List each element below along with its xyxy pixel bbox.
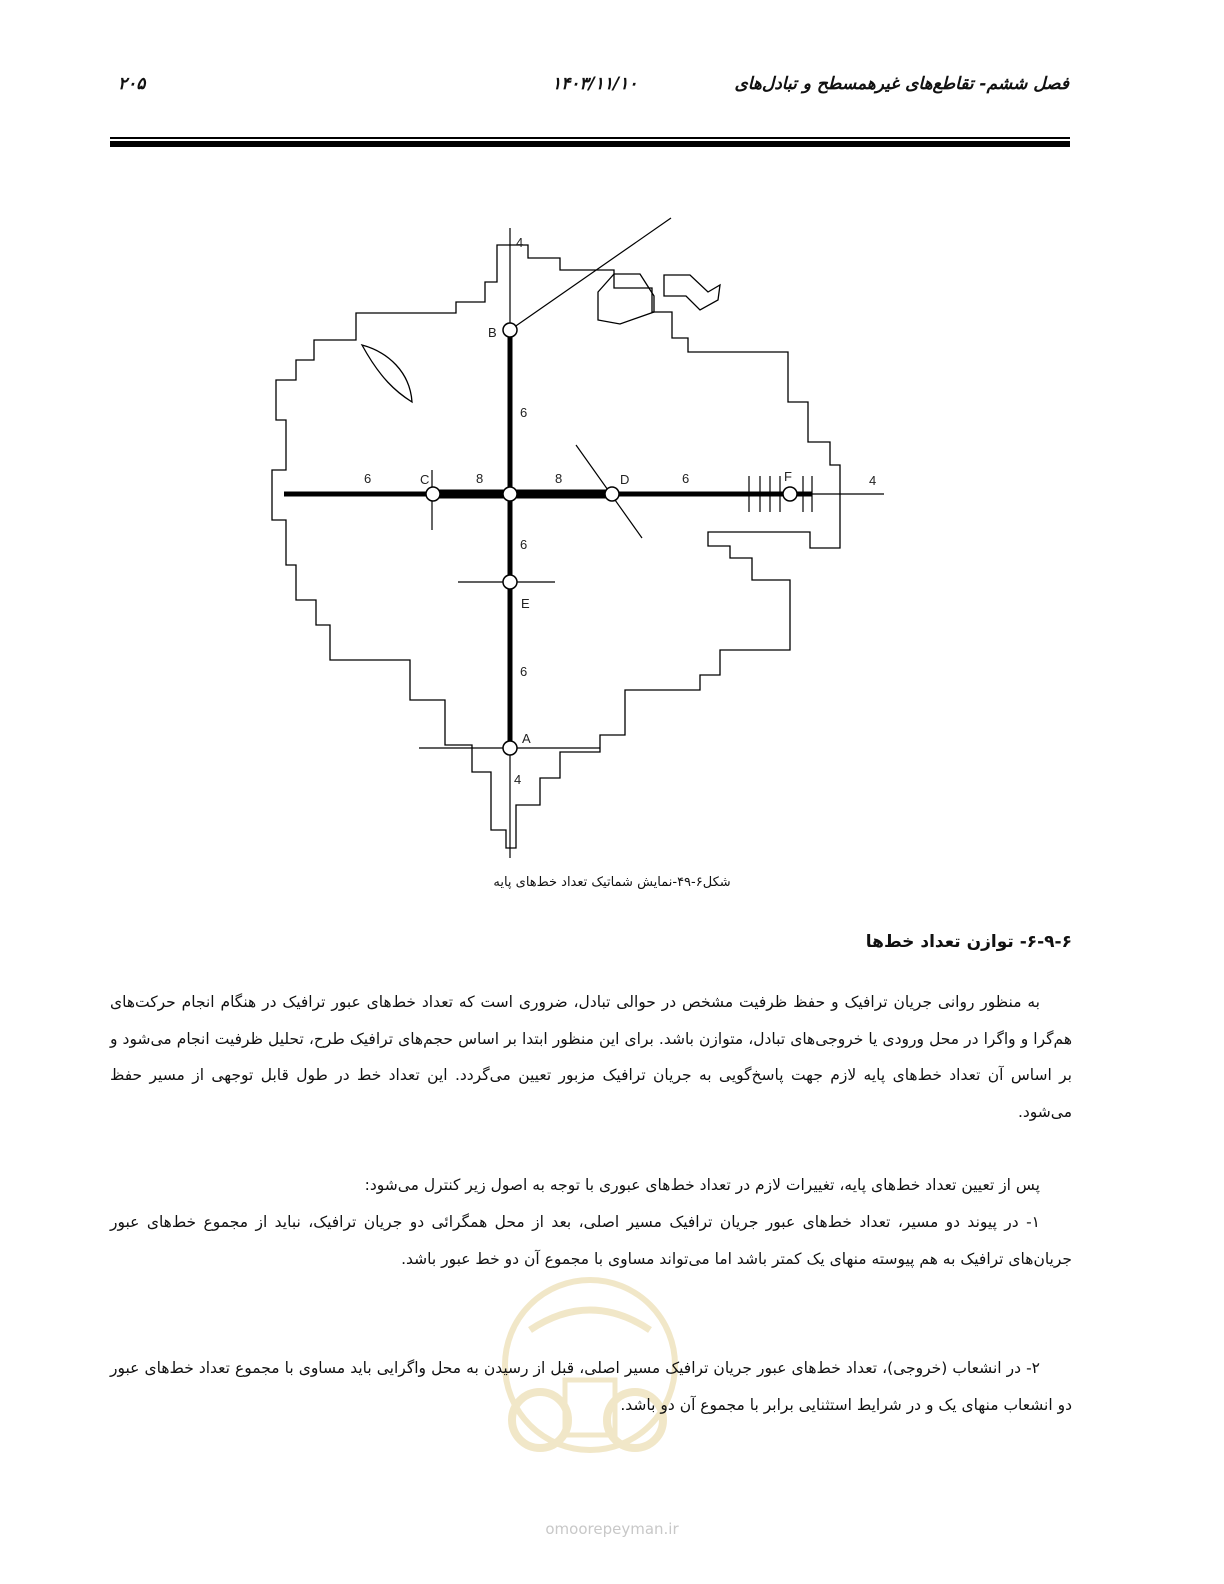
label-f: F (784, 469, 792, 484)
paragraph-2-text: پس از تعیین تعداد خط‌های پایه، تغییرات لازم در تعداد خط‌های عبوری با توجه به اصول زیر کنترل می‌شود: (364, 1176, 1040, 1194)
lane-center-e: 6 (520, 537, 528, 552)
lane-count-labels (364, 235, 876, 787)
watermark-url: omoorepeyman.ir (545, 1520, 679, 1538)
label-d: D (620, 472, 630, 487)
page-number: ۲۰۵ (118, 74, 146, 94)
node-c (426, 487, 440, 501)
lane-west-arm: 6 (364, 471, 372, 486)
node-labels (420, 325, 792, 746)
lane-b-center: 6 (520, 405, 528, 420)
paragraph-3 (110, 1204, 1072, 1277)
paragraph-3-text: ۱- در پیوند دو مسیر، تعداد خط‌های عبور جریان ترافیک مسیر اصلی، بعد از محل همگرائی دو جریان ترافیک، نباید از مجموع خط‌های عبور جریان‌های ترافیک به هم پیوسته منهای یک کمتر باشد اما می‌تواند مساوی با مجموع آن دو خط عبور باشد. (110, 1213, 1072, 1268)
section-heading: ۶-۹-۶- توازن تعداد خط‌ها (865, 932, 1072, 952)
label-a: A (522, 731, 531, 746)
paragraph-1-text: به منظور روانی جریان ترافیک و حفظ ظرفیت مشخص در حوالی تبادل، ضروری است که تعداد خط‌های عبور ترافیک در هنگام انجام حرکت‌های هم‌گرا و واگرا در محل ورودی یا خروجی‌های تبادل، متوازن باشد. برای این منظور ابتدا بر اساس حجم‌های ترافیک طرح، تحلیل ظرفیت انجام می‌شود و بر اساس آن تعداد خط‌های پایه لازم جهت پاسخ‌گویی به جریان ترافیک مزبور تعیین می‌گردد. این تعداد خط در طول قابل توجهی از مسیر حفظ می‌شود. (110, 993, 1072, 1121)
label-c: C (420, 472, 430, 487)
node-f (783, 487, 797, 501)
lane-north-end: 4 (516, 235, 524, 250)
thin-roads (419, 218, 884, 858)
lane-c-center: 8 (476, 471, 484, 486)
running-header-date: ۱۴۰۳/۱۱/۱۰ (552, 74, 638, 94)
main-corridors (284, 330, 812, 748)
lane-center-d: 8 (555, 471, 563, 486)
node-d (605, 487, 619, 501)
paragraph-2 (110, 1167, 1072, 1204)
node-center (503, 487, 517, 501)
paragraph-1 (110, 984, 1072, 1130)
lane-south-end: 4 (514, 772, 522, 787)
node-a (503, 741, 517, 755)
node-b (503, 323, 517, 337)
running-header-title: فصل ششم- تقاطع‌های غیرهمسطح و تبادل‌های (734, 74, 1069, 94)
node-e (503, 575, 517, 589)
paragraph-4-text: ۲- در انشعاب (خروجی)، تعداد خط‌های عبور جریان ترافیک مسیر اصلی، قبل از رسیدن به محل واگرایی باید مساوی با مجموع تعداد خط‌های عبور دو انشعاب منهای یک و در شرایط استثنایی برابر با مجموع آن دو باشد. (110, 1359, 1072, 1414)
interchange-nodes (426, 323, 797, 755)
lane-e-a: 6 (520, 664, 528, 679)
label-b: B (488, 325, 497, 340)
lane-east-end: 4 (869, 473, 877, 488)
city-boundary (272, 245, 840, 848)
label-e: E (521, 596, 530, 611)
paragraph-4 (110, 1350, 1072, 1423)
lane-d-f: 6 (682, 471, 690, 486)
figure-caption: شکل۶-۴۹-نمایش شماتیک تعداد خط‌های پایه (493, 875, 731, 890)
